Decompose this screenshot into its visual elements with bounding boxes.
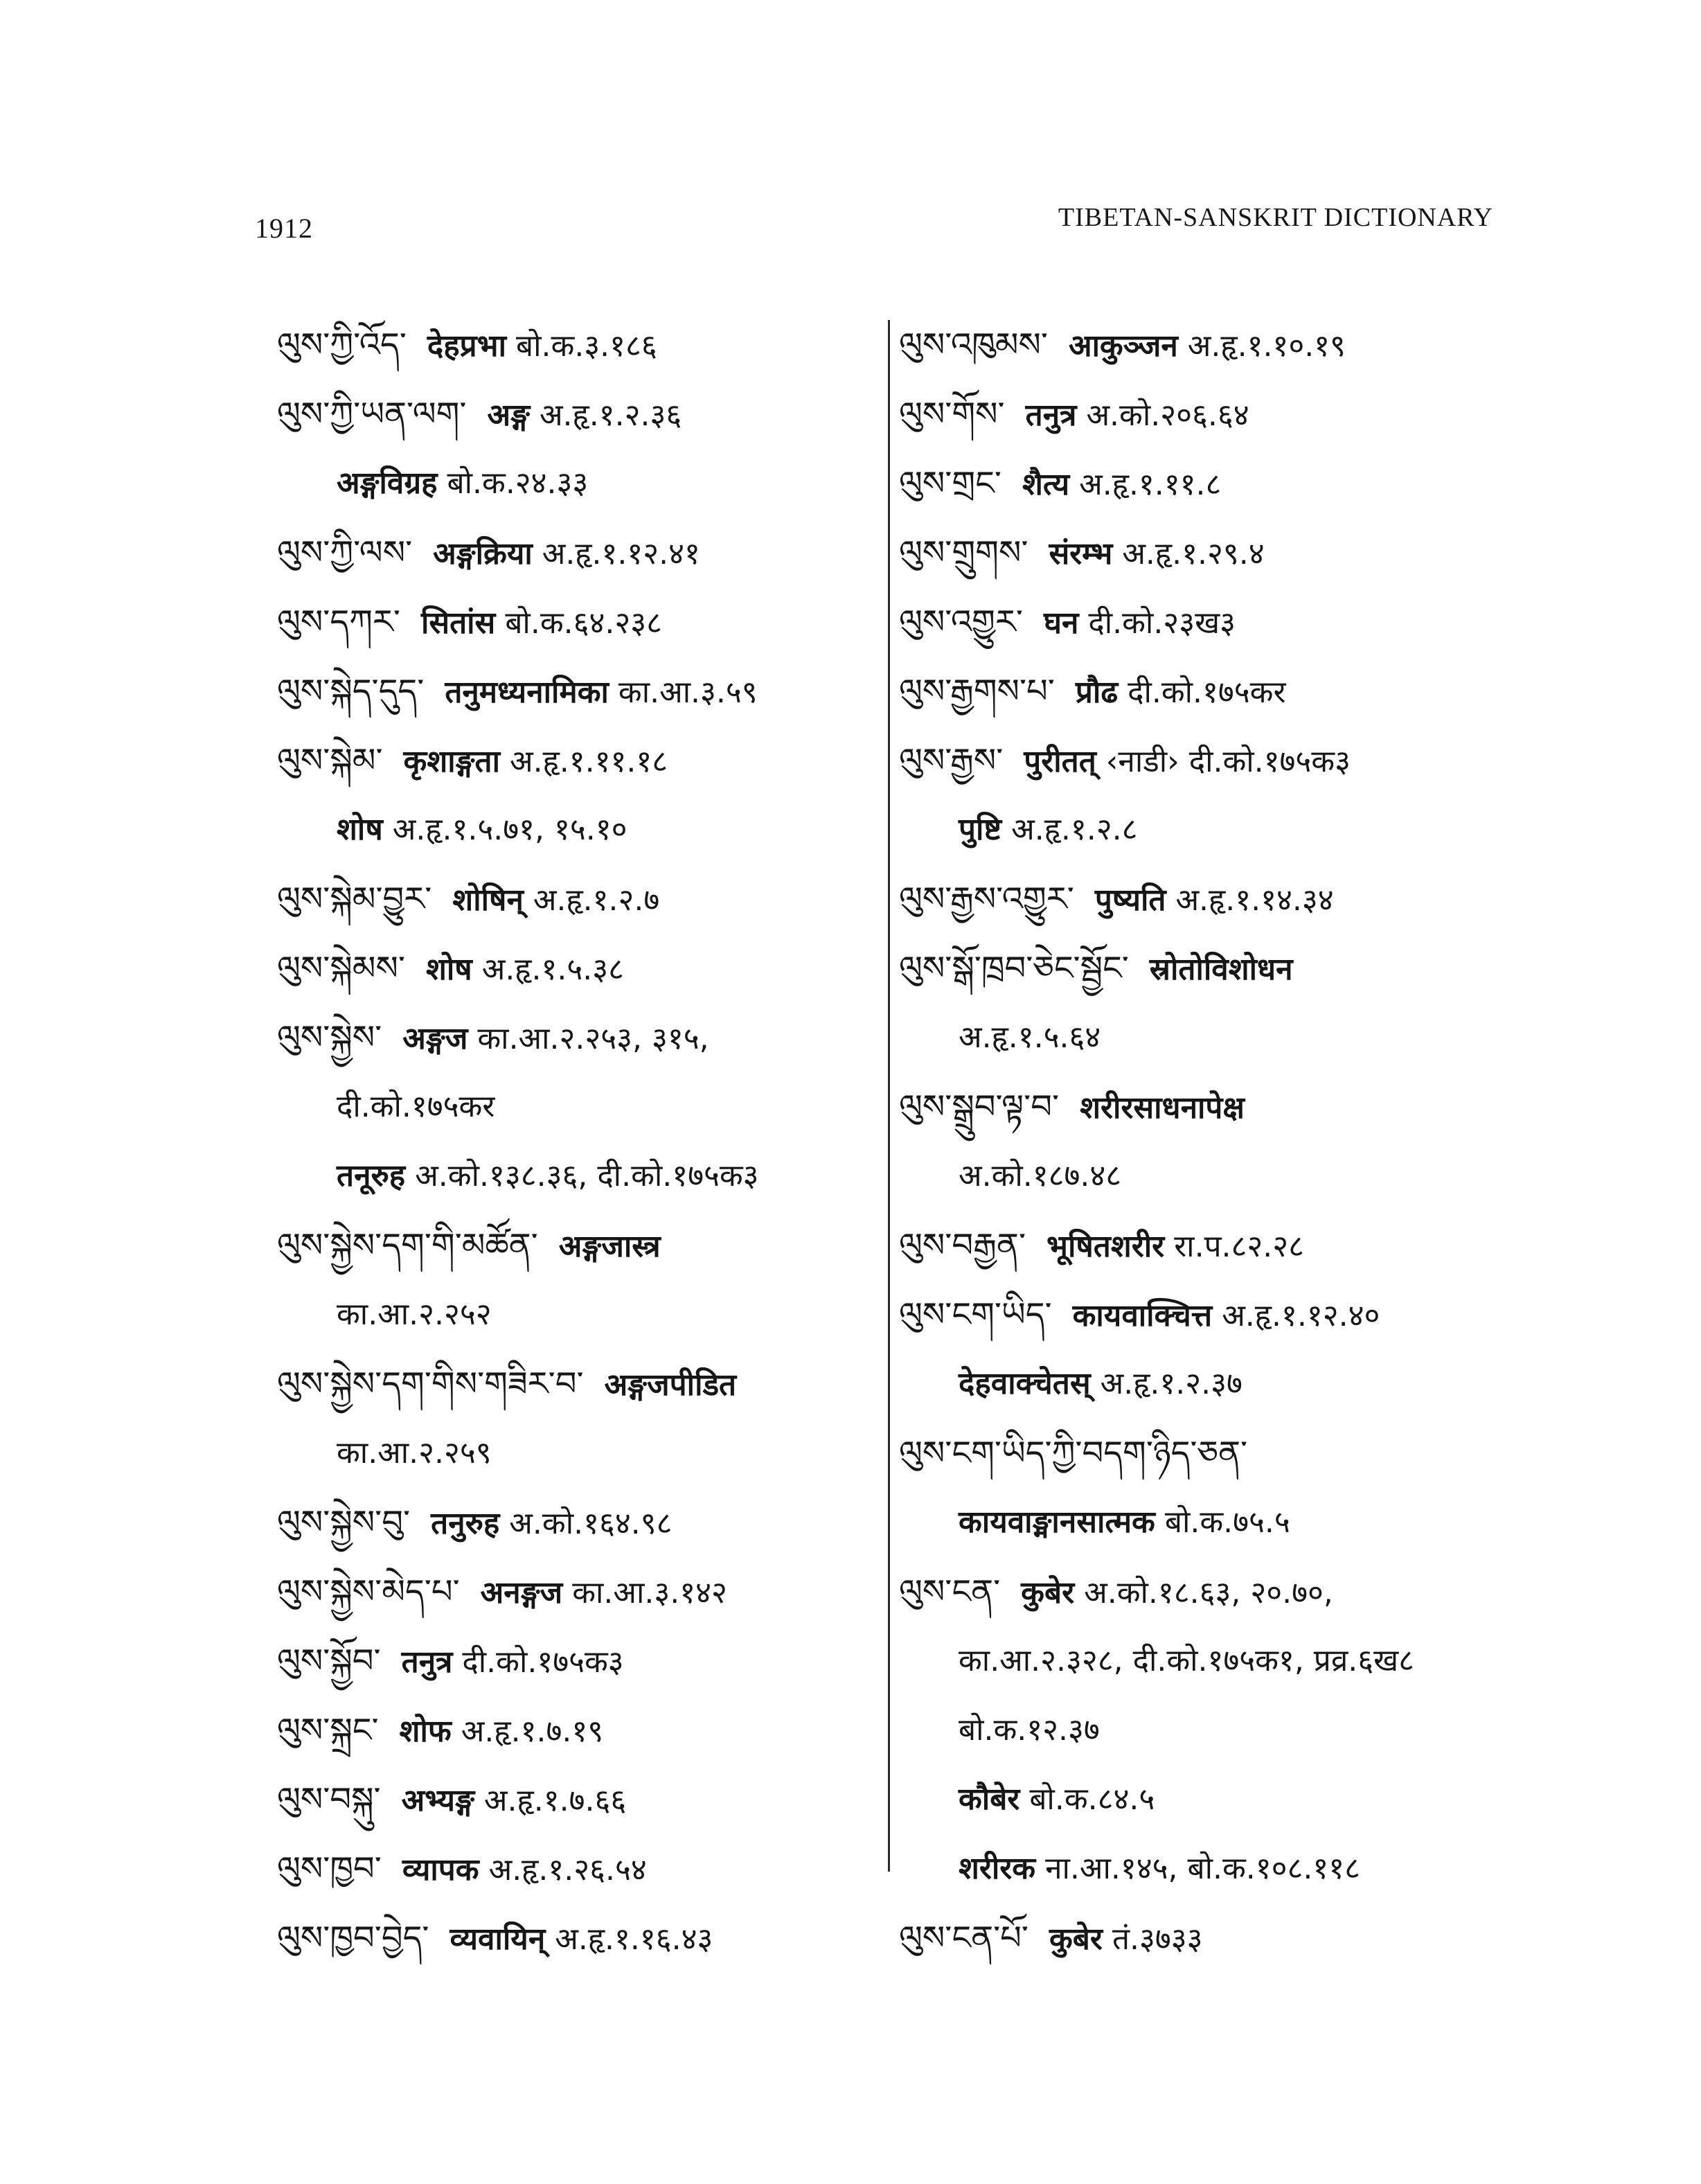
sanskrit-equivalent: अङ्गजपीडित [604,1367,737,1403]
entry-line [899,1903,1522,1973]
entry-line [277,1834,873,1903]
source-reference: दी.को.२३ख३ [1088,605,1236,641]
tibetan-headword: ལུས་ངན་པོ་ [899,1919,1029,1957]
tibetan-headword: ལུས་སྐྱེས་ [277,1018,382,1057]
source-reference: का.आ.२.२५९ [337,1435,492,1471]
entry-line [899,934,1522,1003]
entry-continuation [277,1072,873,1142]
tibetan-headword: ལུས་ཀྱི་ཡན་ལག་ [277,395,467,434]
entry-line [277,864,873,934]
running-head: TIBETAN-SANSKRIT DICTIONARY [1058,203,1493,232]
source-reference: दी.को.१७५कर [337,1089,495,1124]
tibetan-headword: ལུས་བརྒྱན་ [899,1226,1026,1265]
source-reference: अ.हृ.१.११.१८ [509,744,668,779]
sanskrit-equivalent: अङ्गजास्त्र [558,1229,661,1264]
sanskrit-equivalent: भूषितशरीर [1047,1229,1165,1264]
sanskrit-equivalent: देहप्रभा [427,328,507,364]
source-reference: अ.को.२०६.६४ [1086,398,1249,433]
entry-line [277,1626,873,1696]
tibetan-headword: ལུས་གྲུགས་ [899,533,1028,572]
sanskrit-equivalent: शरीरसाधनापेक्ष [1080,1090,1245,1126]
tibetan-headword: ལུས་རྒྱགས་པ་ [899,672,1055,711]
source-reference: अ.हृ.१.१६.४३ [555,1921,713,1957]
tibetan-headword: ལུས་འཁུམས་ [899,326,1048,364]
tibetan-headword: ལུས་འགྱུར་ [899,603,1023,641]
source-reference: अ.हृ.१.२.३६ [539,398,682,433]
entry-line [899,587,1522,657]
entry-continuation [899,1488,1522,1557]
source-reference: का.आ.२.२५३, ३१५, [477,1021,709,1056]
column-divider [888,320,890,1872]
sanskrit-equivalent: कौबेर [959,1782,1020,1817]
entry-line [277,1488,873,1557]
source-reference: रा.प.८२.२८ [1174,1229,1305,1264]
source-reference: बो.क.६४.२३८ [505,605,662,641]
entry-line [899,1072,1522,1142]
entry-continuation [277,795,873,864]
tibetan-headword: ལུས་སྐྱོབ་ [277,1642,381,1680]
right-column [899,310,1522,1973]
entry-line [277,934,873,1003]
entry-line [899,1419,1522,1488]
source-reference: अ.हृ.१.१४.३४ [1175,882,1334,918]
tibetan-headword: ལུས་སྒོ་ཁྲབ་ཅེང་སྦྱོང་ [899,949,1129,988]
entry-line [277,1211,873,1280]
tibetan-headword: ལུས་བསྐུ་ [277,1780,381,1819]
entry-continuation [899,1003,1522,1072]
sanskrit-equivalent: शोफ [399,1714,452,1749]
entry-line [277,380,873,449]
entry-line [277,1003,873,1072]
source-reference: अ.को.१६४.९८ [509,1506,673,1541]
sanskrit-equivalent: अङ्गक्रिया [433,536,533,571]
sanskrit-equivalent: कुबेर [1021,1575,1075,1610]
source-reference: अ.हृ.१.१२.४० [1222,1298,1380,1333]
sanskrit-equivalent: तनुरुह [431,1506,500,1541]
tibetan-headword: ལུས་ཁྱབ་བྱེད་ [277,1919,429,1957]
entry-line [277,587,873,657]
entry-continuation [899,1626,1522,1696]
source-reference: बो.क.१२.३७ [959,1712,1100,1748]
source-reference: अ.हृ.१.२९.४ [1122,536,1265,571]
entry-continuation [899,795,1522,864]
source-reference: का.आ.३.५९ [618,675,758,710]
source-reference: अ.हृ.१.५.६४ [959,1020,1101,1055]
source-reference: अ.हृ.१.१०.१९ [1187,328,1346,364]
tibetan-headword: ལུས་སྐྲང་ [277,1711,379,1750]
source-reference: दी.को.१७५क३ [462,1644,624,1680]
sanskrit-equivalent: अङ्गविग्रह [337,465,438,501]
entry-line [899,864,1522,934]
sanskrit-equivalent: व्यवायिन् [449,1921,546,1957]
sanskrit-equivalent: शरीरक [959,1851,1036,1886]
tibetan-headword: ལུས་སྐྱེས་དག་གིས་གཟིར་བ་ [277,1365,584,1403]
entry-line [899,726,1522,795]
entry-line [277,726,873,795]
sanskrit-equivalent: घन [1043,605,1079,641]
source-reference: बो.क.८४.५ [1029,1782,1155,1817]
source-reference: अ.हृ.१.२.३७ [1100,1366,1243,1401]
source-reference: अ.को.१३८.३६, दी.को.१७५क३ [415,1158,759,1193]
entry-line [277,657,873,726]
sanskrit-equivalent: कायवाङ्मानसात्मक [959,1504,1155,1540]
source-reference: ना.आ.१४५, बो.क.१०८.११८ [1045,1851,1361,1886]
sanskrit-equivalent: शैत्य [1022,467,1070,502]
entry-line [899,1280,1522,1349]
entry-continuation [277,1142,873,1211]
source-reference: अ.हृ.१.२.८ [1011,812,1138,847]
tibetan-headword: ལུས་རྒྱས་འགྱུར་ [899,880,1074,918]
sanskrit-equivalent: अनङ्गज [480,1575,563,1610]
source-reference: अ.हृ.१.५.३८ [481,952,624,987]
entry-line [277,518,873,587]
tibetan-headword: ལུས་ཀྱི་ལས་ [277,533,413,572]
entry-line [899,518,1522,587]
sanskrit-equivalent: संरम्भ [1049,536,1113,571]
source-reference: अ.हृ.१.११.८ [1079,467,1222,502]
sanskrit-equivalent: अङ्गज [402,1021,468,1056]
source-reference: अ.हृ.१.५.७१, १५.१० [392,812,627,847]
tibetan-headword: ལུས་ཁྱབ་ [277,1849,382,1888]
sanskrit-equivalent: पुष्टि [959,812,1002,847]
sanskrit-equivalent: प्रौढ [1075,675,1119,710]
entry-line [899,380,1522,449]
entry-continuation [899,1696,1522,1765]
page-number: 1912 [255,213,313,244]
source-reference: अ.हृ.१.२.७ [533,882,660,918]
source-reference: बो.क.२४.३३ [447,465,589,501]
tibetan-headword: ལུས་སྐེམ་བྱུར་ [277,880,432,918]
tibetan-headword: ལུས་དཀར་ [277,603,400,641]
sanskrit-equivalent: तनूरुह [337,1158,406,1193]
entry-continuation [277,1419,873,1488]
sanskrit-equivalent: स्रोतोविशोधन [1149,952,1293,987]
source-reference: अ.हृ.१.२६.५४ [488,1852,647,1888]
source-reference: बो.क.७५.५ [1164,1504,1290,1540]
entry-line [899,310,1522,380]
tibetan-headword: ལུས་རྒྱས་ [899,741,1004,780]
entry-line [277,310,873,380]
entry-line [899,1211,1522,1280]
sanskrit-equivalent: आकुञ्जन [1068,328,1178,364]
tibetan-headword: ལུས་སྐྱེས་བུ་ [277,1503,411,1542]
sanskrit-equivalent: देहवाक्चेतस् [959,1366,1091,1401]
sanskrit-equivalent: कृशाङ्गता [403,744,500,779]
sanskrit-equivalent: अभ्यङ्ग [401,1783,474,1818]
sanskrit-equivalent: सितांस [420,605,496,641]
source-reference: तं.३७३३ [1112,1921,1203,1957]
tibetan-headword: ལུས་ངག་ཡིད་ [899,1295,1052,1334]
sanskrit-equivalent: शोष [425,952,472,987]
source-reference: का.आ.३.१४२ [572,1575,727,1610]
tibetan-headword: ལུས་སྐེད་དུད་ [277,672,425,711]
entry-continuation [277,449,873,518]
source-reference: बो.क.३.१८६ [516,328,657,364]
entry-line [899,449,1522,518]
tibetan-headword: ལུས་སྐེམ་ [277,741,383,780]
sanskrit-equivalent: व्यापक [402,1852,479,1888]
sanskrit-equivalent: कुबेर [1049,1921,1103,1957]
sanskrit-equivalent: अङ्ग [487,398,530,433]
tibetan-headword: ལུས་གྲང་ [899,464,1001,503]
entry-line [277,1765,873,1834]
sanskrit-equivalent: शोष [337,812,383,847]
source-reference: अ.को.१८.६३, २०.७०, [1084,1575,1333,1610]
left-column [277,310,873,1973]
tibetan-headword: ལུས་ངག་ཡིད་ཀྱི་བདག་ཉིད་ཅན་ [899,1434,1248,1473]
entry-line [277,1903,873,1973]
entry-continuation [899,1834,1522,1903]
source-reference: अ.हृ.१.१२.४१ [542,536,700,571]
sanskrit-equivalent: तनुत्र [401,1644,453,1680]
entry-line [277,1557,873,1626]
source-reference: अ.हृ.१.७.१९ [461,1714,604,1749]
source-reference: का.आ.२.३२८, दी.को.१७५क१, प्रव्र.६ख८ [959,1643,1415,1678]
entry-continuation [899,1349,1522,1419]
tibetan-headword: ལུས་གོས་ [899,395,1005,434]
tibetan-headword: ལུས་སྐྱེས་དག་གི་མཚོན་ [277,1226,538,1265]
entry-continuation [899,1142,1522,1211]
entry-continuation [277,1280,873,1349]
sanskrit-equivalent: तनुमध्यनामिका [445,675,609,710]
entry-line [899,657,1522,726]
sanskrit-equivalent: पुरीतत् [1024,744,1096,779]
tibetan-headword: ལུས་སྐེམས་ [277,949,405,988]
sanskrit-equivalent: कायवाक्चित्त [1072,1298,1213,1333]
tibetan-headword: ལུས་སྐྱེས་མེད་པ་ [277,1572,460,1611]
entry-line [277,1349,873,1419]
source-reference: अ.हृ.१.७.६६ [483,1783,627,1818]
entry-continuation [899,1765,1522,1834]
source-reference: दी.को.१७५कर [1128,675,1286,710]
sanskrit-equivalent: पुष्यति [1094,882,1166,918]
sanskrit-equivalent: तनुत्र [1025,398,1077,433]
tibetan-headword: ལུས་ཀྱི་འོད་ [277,326,407,364]
entry-line [277,1696,873,1765]
sanskrit-equivalent: शोषिन् [452,882,524,918]
source-reference: अ.को.१८७.४८ [959,1158,1122,1193]
source-reference: का.आ.२.२५२ [337,1297,492,1332]
tibetan-headword: ལུས་སྒྲུབ་ལྟ་བ་ [899,1087,1060,1126]
tibetan-headword: ལུས་ངན་ [899,1572,1001,1611]
entry-line [899,1557,1522,1626]
source-reference: ‹नाडी› दी.को.१७५क३ [1105,744,1351,779]
